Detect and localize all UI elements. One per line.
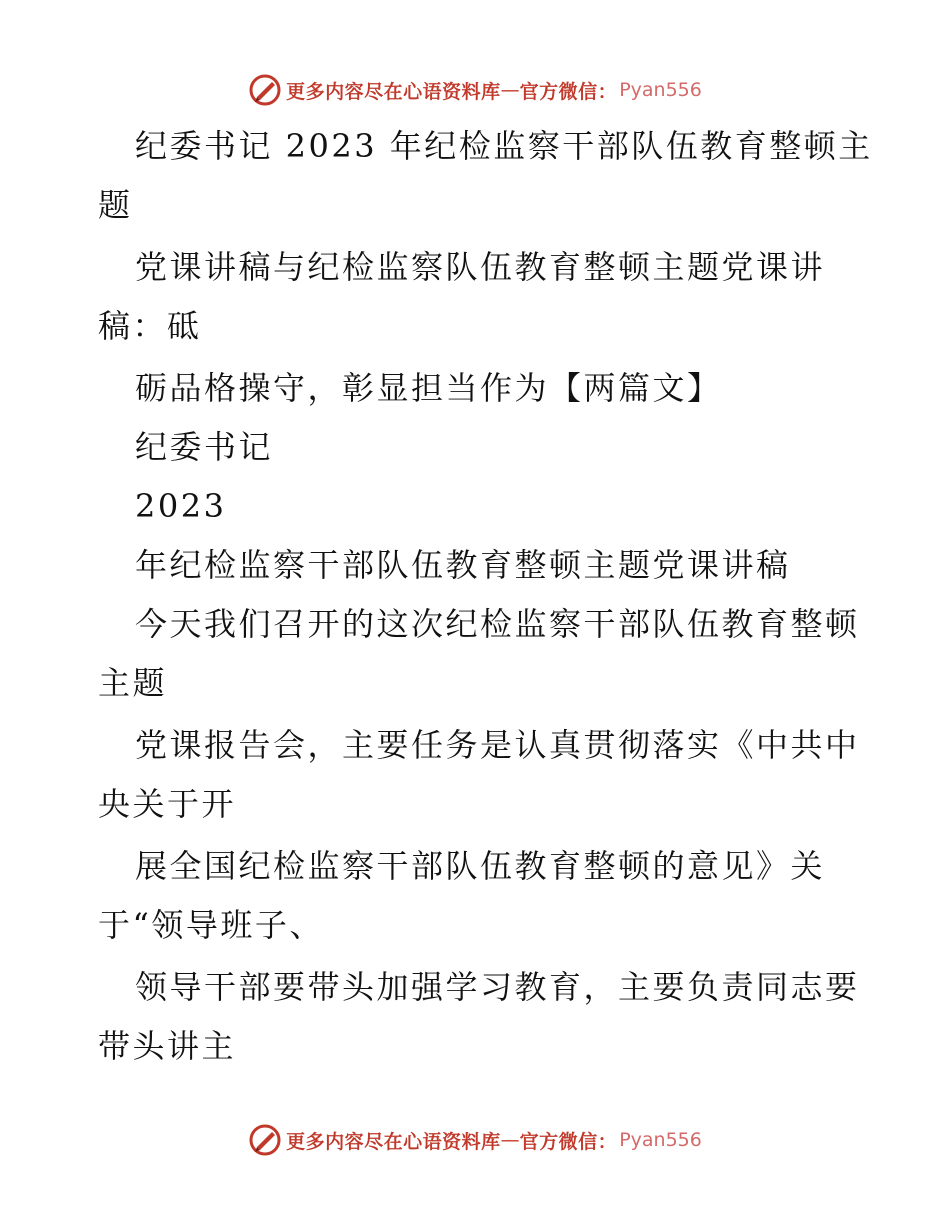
banner-wechat-id: Pyan556 [619, 1129, 702, 1151]
banner-wechat-id: Pyan556 [619, 79, 702, 101]
paragraph-line: 纪委书记 [135, 428, 274, 466]
paragraph-continuation-line: 主题 [98, 664, 168, 702]
paragraph-continuation-line: 央关于开 [98, 785, 237, 823]
paragraph-line: 纪委书记 2023 年纪检监察干部队伍教育整顿主 [135, 127, 873, 165]
banner-wechat-label: 官方微信： [519, 80, 618, 103]
paragraph-line: 党课讲稿与纪检监察队伍教育整顿主题党课讲 [135, 248, 826, 286]
paragraph-line: 展全国纪检监察干部队伍教育整顿的意见》关 [135, 847, 826, 885]
paragraph-line: 2023 [135, 487, 227, 525]
pen-logo-icon [248, 1123, 282, 1157]
paragraph-continuation-line: 带头讲主 [98, 1027, 237, 1065]
paragraph-continuation-line: 于“领导班子、 [98, 906, 324, 944]
banner-site-text: 更多内容尽在心语资料库 [286, 1130, 501, 1153]
banner-separator: — [500, 79, 520, 101]
document-body [98, 122, 873, 1084]
banner-wechat-label: 官方微信： [519, 1130, 618, 1153]
paragraph-continuation-line: 题 [98, 186, 133, 224]
paragraph-line: 党课报告会，主要任务是认真贯彻落实《中共中 [135, 726, 860, 764]
footer-banner [0, 1120, 950, 1160]
paragraph-continuation-line: 稿：砥 [98, 307, 202, 345]
paragraph-line: 今天我们召开的这次纪检监察干部队伍教育整顿 [135, 605, 860, 643]
banner-separator: — [500, 1129, 520, 1151]
paragraph-line: 砺品格操守，彰显担当作为【两篇文】 [135, 369, 722, 407]
header-banner [0, 70, 950, 110]
paragraph-line: 年纪检监察干部队伍教育整顿主题党课讲稿 [135, 546, 791, 584]
paragraph-line: 领导干部要带头加强学习教育，主要负责同志要 [135, 968, 860, 1006]
pen-logo-icon [248, 73, 282, 107]
banner-site-text: 更多内容尽在心语资料库 [286, 80, 501, 103]
